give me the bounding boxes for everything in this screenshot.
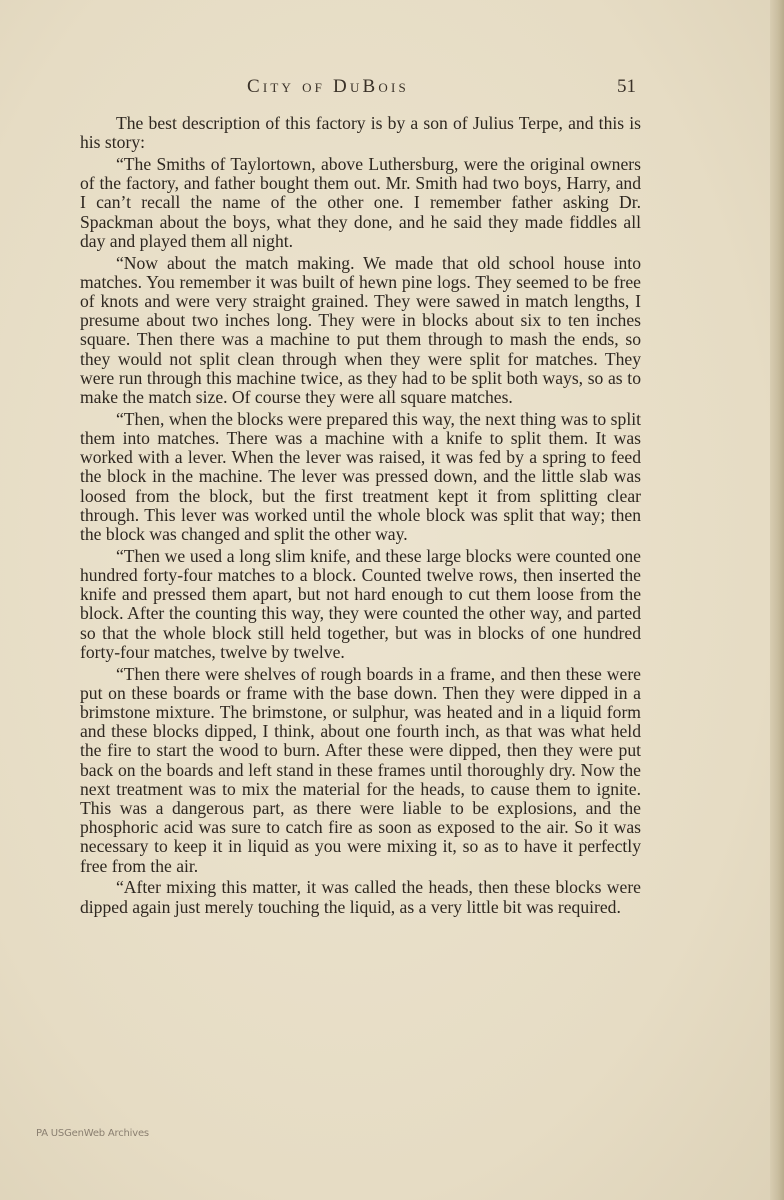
paragraph-dipping: “Then there were shelves of rough boards in a frame, and then these were put on these boards or frame with the base down. Then they were dipped in a brimstone mixture. The brimstone, or sulphur, was heated and in a liquid form and these blocks dipped, I think, about one fourth inch, as that was what held the fire to start the wood to burn. After these were dipped, then they were put back on the boards and left stand in these frames until thoroughly dry. Now the next treatment was to mix the material for the heads, to cause them to ignite. This was a dangerous part, as there were liable to be explosions, and the phosphoric acid was sure to catch fire as soon as exposed to the air. So it was necessary to keep it in liquid as you were mixing it, so as to have it perfectly free from the air. <box>80 663 641 876</box>
archive-watermark: PA USGenWeb Archives <box>36 1128 149 1139</box>
paragraph-splitting: “Then, when the blocks were prepared this way, the next thing was to split them into matches. There was a machine with a knife to split them. It was worked with a lever. When the lever was raised, it was fed by a spring to feed the block in the machine. The lever was pressed down, and the little slab was loosed from the block, but the first treatment kept it from splitting clear through. This lever was worked until the whole block was split that way; then the block was changed and split the other way. <box>80 408 641 545</box>
paragraph-smiths: “The Smiths of Taylortown, above Luthersburg, were the original owners of the factory, and father bought them out. Mr. Smith had two boys, Harry, and I can’t recall the name of the other one. I remember father asking Dr. Spackman about the boys, what they done, and he said they made fiddles all day and played them all night. <box>80 154 641 251</box>
running-title: City of DuBois <box>247 76 409 97</box>
body-text <box>80 114 641 919</box>
running-header <box>0 76 784 100</box>
paragraph-match-making: “Now about the match making. We made that old school house into matches. You remember it was built of hewn pine logs. They seemed to be free of knots and were very straight grained. They were sawed in match lengths, I presume about two inches long. They were in blocks about six to ten inches square. Then there was a machine to put them through to mash the ends, so they would not split clean through when they were split for matches. They were run through this machine twice, as they had to be split both ways, so as to make the match size. Of course they were all square matches. <box>80 252 641 408</box>
page-number: 51 <box>617 76 636 97</box>
paragraph-heads: “After mixing this matter, it was called the heads, then these blocks were dipped again just merely touching the liquid, as a very little bit was required. <box>80 877 641 917</box>
page-edge <box>770 0 784 1200</box>
paragraph-intro: The best description of this factory is by a son of Julius Terpe, and this is his story: <box>80 113 641 153</box>
paragraph-counting: “Then we used a long slim knife, and these large blocks were counted one hundred forty-four matches to a block. Counted twelve rows, then inserted the knife and pressed them apart, but not hard enough to cut them loose from the block. After the counting this way, they were counted the other way, and parted so that the whole block still held together, but was in blocks of one hundred forty-four matches, twelve by twelve. <box>80 545 641 662</box>
